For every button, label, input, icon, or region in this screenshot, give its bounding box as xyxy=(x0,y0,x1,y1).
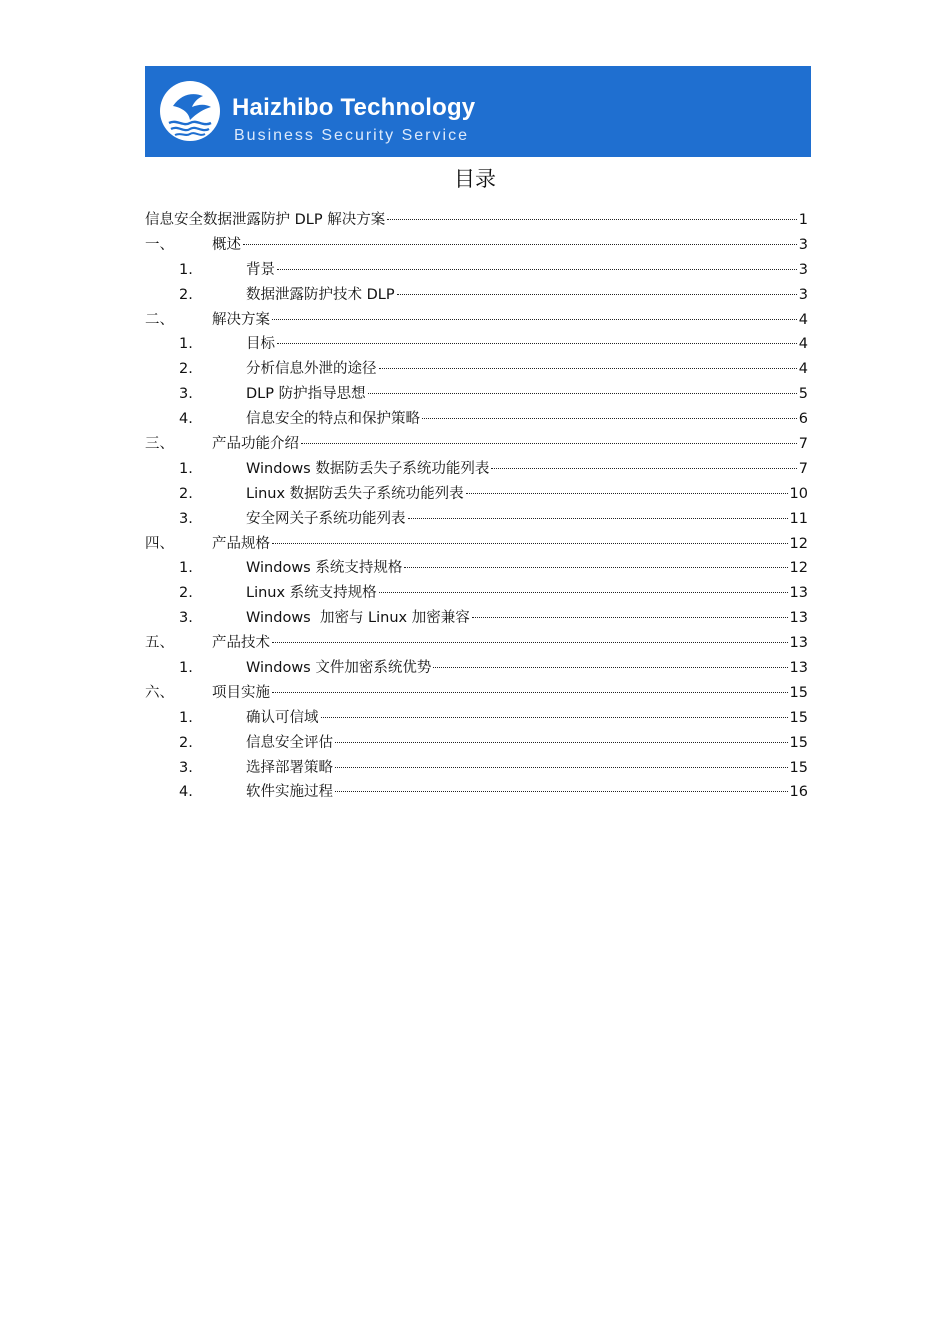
toc-entry-number: 4. xyxy=(179,411,193,428)
brand-name: Haizhibo Technology xyxy=(232,94,476,121)
toc-entry-number: 六、 xyxy=(145,684,174,701)
toc-entry-label: 概述 xyxy=(212,236,241,253)
toc-entry-label: 产品技术 xyxy=(212,635,270,652)
toc-dot-leader xyxy=(433,667,787,668)
toc-entry-number: 3. xyxy=(179,510,193,527)
toc-dot-leader xyxy=(466,493,788,494)
toc-dot-leader xyxy=(335,767,788,768)
toc-entry-page-number: 3 xyxy=(798,261,808,278)
toc-entry-page-number: 11 xyxy=(789,510,808,527)
toc-dot-leader xyxy=(301,443,797,444)
toc-entry-label: Windows 加密与 Linux 加密兼容 xyxy=(246,610,470,627)
toc-entry-page-number: 15 xyxy=(789,759,808,776)
toc-entry-number: 1. xyxy=(179,460,193,477)
toc-dot-leader xyxy=(379,368,797,369)
toc-entry-number: 3. xyxy=(179,386,193,403)
toc-entry-section[interactable] xyxy=(145,507,808,532)
toc-entry-section[interactable] xyxy=(145,457,808,482)
toc-entry-chapter[interactable] xyxy=(145,631,808,656)
toc-entry-number: 五、 xyxy=(145,635,174,652)
toc-entry-page-number: 1 xyxy=(798,212,808,228)
toc-entry-section[interactable] xyxy=(145,382,808,407)
toc-entry-page-number: 3 xyxy=(798,286,808,303)
toc-dot-leader xyxy=(243,244,797,245)
toc-entry-number: 2. xyxy=(179,585,193,602)
toc-entry-number: 一、 xyxy=(145,236,174,253)
toc-entry-section[interactable] xyxy=(145,332,808,357)
toc-entry-number: 1. xyxy=(179,709,193,726)
toc-entry-section[interactable] xyxy=(145,706,808,731)
toc-dot-leader xyxy=(404,567,787,568)
toc-entry-label: 目标 xyxy=(246,336,275,353)
toc-entry-section[interactable] xyxy=(145,606,808,631)
toc-entry-page-number: 4 xyxy=(798,361,808,378)
toc-entry-page-number: 15 xyxy=(789,734,808,751)
toc-entry-label: Linux 数据防丢失子系统功能列表 xyxy=(246,485,464,502)
toc-entry-label: 软件实施过程 xyxy=(246,784,333,801)
toc-entry-page-number: 5 xyxy=(798,386,808,403)
toc-dot-leader xyxy=(472,617,788,618)
toc-entry-section[interactable] xyxy=(145,482,808,507)
header-banner xyxy=(145,66,811,157)
toc-entry-page-number: 10 xyxy=(789,485,808,502)
toc-dot-leader xyxy=(272,692,788,693)
toc-entry-section[interactable] xyxy=(145,556,808,581)
toc-entry-section[interactable] xyxy=(145,656,808,681)
toc-entry-label: 项目实施 xyxy=(212,684,270,701)
toc-entry-chapter[interactable] xyxy=(145,432,808,457)
toc-dot-leader xyxy=(277,343,797,344)
toc-entry-page-number: 4 xyxy=(798,336,808,353)
toc-entry-page-number: 15 xyxy=(789,709,808,726)
toc-entry-page-number: 6 xyxy=(798,411,808,428)
toc-dot-leader xyxy=(272,319,797,320)
toc-entry-label: 数据泄露防护技术 DLP xyxy=(246,286,395,303)
toc-dot-leader xyxy=(335,791,788,792)
toc-dot-leader xyxy=(397,294,797,295)
toc-entry-number: 1. xyxy=(179,660,193,677)
toc-entry-label: 产品功能介绍 xyxy=(212,436,299,453)
toc-entry-section[interactable] xyxy=(145,581,808,606)
toc-entry-page-number: 13 xyxy=(789,610,808,627)
toc-entry-document-title[interactable] xyxy=(145,208,808,233)
toc-entry-label: 选择部署策略 xyxy=(246,759,333,776)
toc-entry-label: 信息安全评估 xyxy=(246,734,333,751)
toc-entry-section[interactable] xyxy=(145,780,808,805)
toc-entry-page-number: 4 xyxy=(798,311,808,328)
toc-entry-label: 信息安全数据泄露防护 DLP 解决方案 xyxy=(145,212,386,228)
toc-entry-section[interactable] xyxy=(145,283,808,308)
toc-entry-section[interactable] xyxy=(145,357,808,382)
toc-entry-number: 2. xyxy=(179,485,193,502)
toc-entry-number: 四、 xyxy=(145,535,174,552)
toc-entry-section[interactable] xyxy=(145,756,808,781)
toc-entry-section[interactable] xyxy=(145,731,808,756)
toc-entry-number: 二、 xyxy=(145,311,174,328)
toc-dot-leader xyxy=(491,468,796,469)
toc-title: 目录 xyxy=(454,167,496,191)
toc-dot-leader xyxy=(272,642,788,643)
toc-entry-page-number: 16 xyxy=(789,784,808,801)
toc-entry-page-number: 13 xyxy=(789,585,808,602)
toc-entry-number: 三、 xyxy=(145,436,174,453)
toc-entry-page-number: 13 xyxy=(789,635,808,652)
toc-entry-chapter[interactable] xyxy=(145,308,808,333)
toc-entry-label: 解决方案 xyxy=(212,311,270,328)
bird-over-waves-logo-icon xyxy=(159,80,221,142)
toc-dot-leader xyxy=(277,269,797,270)
toc-dot-leader xyxy=(408,518,788,519)
toc-entry-number: 1. xyxy=(179,336,193,353)
table-of-contents xyxy=(145,208,808,805)
toc-entry-number: 1. xyxy=(179,261,193,278)
toc-entry-page-number: 7 xyxy=(798,460,808,477)
toc-entry-label: Windows 文件加密系统优势 xyxy=(246,660,432,677)
toc-entry-section[interactable] xyxy=(145,258,808,283)
toc-entry-label: 安全网关子系统功能列表 xyxy=(246,510,406,527)
toc-entry-label: 产品规格 xyxy=(212,535,270,552)
toc-entry-label: 背景 xyxy=(246,261,275,278)
toc-dot-leader xyxy=(368,393,797,394)
toc-dot-leader xyxy=(379,592,788,593)
toc-entry-section[interactable] xyxy=(145,407,808,432)
toc-entry-number: 3. xyxy=(179,610,193,627)
toc-entry-page-number: 13 xyxy=(789,660,808,677)
toc-entry-label: Windows 系统支持规格 xyxy=(246,560,403,577)
toc-entry-number: 1. xyxy=(179,560,193,577)
toc-dot-leader xyxy=(335,742,788,743)
toc-entry-label: 确认可信域 xyxy=(246,709,319,726)
toc-entry-label: Windows 数据防丢失子系统功能列表 xyxy=(246,460,490,477)
toc-entry-page-number: 12 xyxy=(789,560,808,577)
brand-tagline: Business Security Service xyxy=(234,127,469,144)
toc-entry-number: 4. xyxy=(179,784,193,801)
toc-entry-page-number: 3 xyxy=(798,236,808,253)
toc-entry-label: 信息安全的特点和保护策略 xyxy=(246,411,420,428)
toc-entry-number: 3. xyxy=(179,759,193,776)
toc-dot-leader xyxy=(272,543,788,544)
toc-entry-label: Linux 系统支持规格 xyxy=(246,585,377,602)
toc-entry-number: 2. xyxy=(179,361,193,378)
toc-entry-page-number: 7 xyxy=(798,436,808,453)
toc-entry-number: 2. xyxy=(179,286,193,303)
toc-entry-number: 2. xyxy=(179,734,193,751)
toc-entry-chapter[interactable] xyxy=(145,532,808,557)
toc-entry-label: DLP 防护指导思想 xyxy=(246,386,366,403)
toc-dot-leader xyxy=(422,418,797,419)
toc-entry-chapter[interactable] xyxy=(145,681,808,706)
toc-entry-page-number: 15 xyxy=(789,684,808,701)
toc-entry-page-number: 12 xyxy=(789,535,808,552)
toc-dot-leader xyxy=(387,219,797,220)
toc-dot-leader xyxy=(321,717,788,718)
toc-entry-label: 分析信息外泄的途径 xyxy=(246,361,377,378)
toc-entry-chapter[interactable] xyxy=(145,233,808,258)
